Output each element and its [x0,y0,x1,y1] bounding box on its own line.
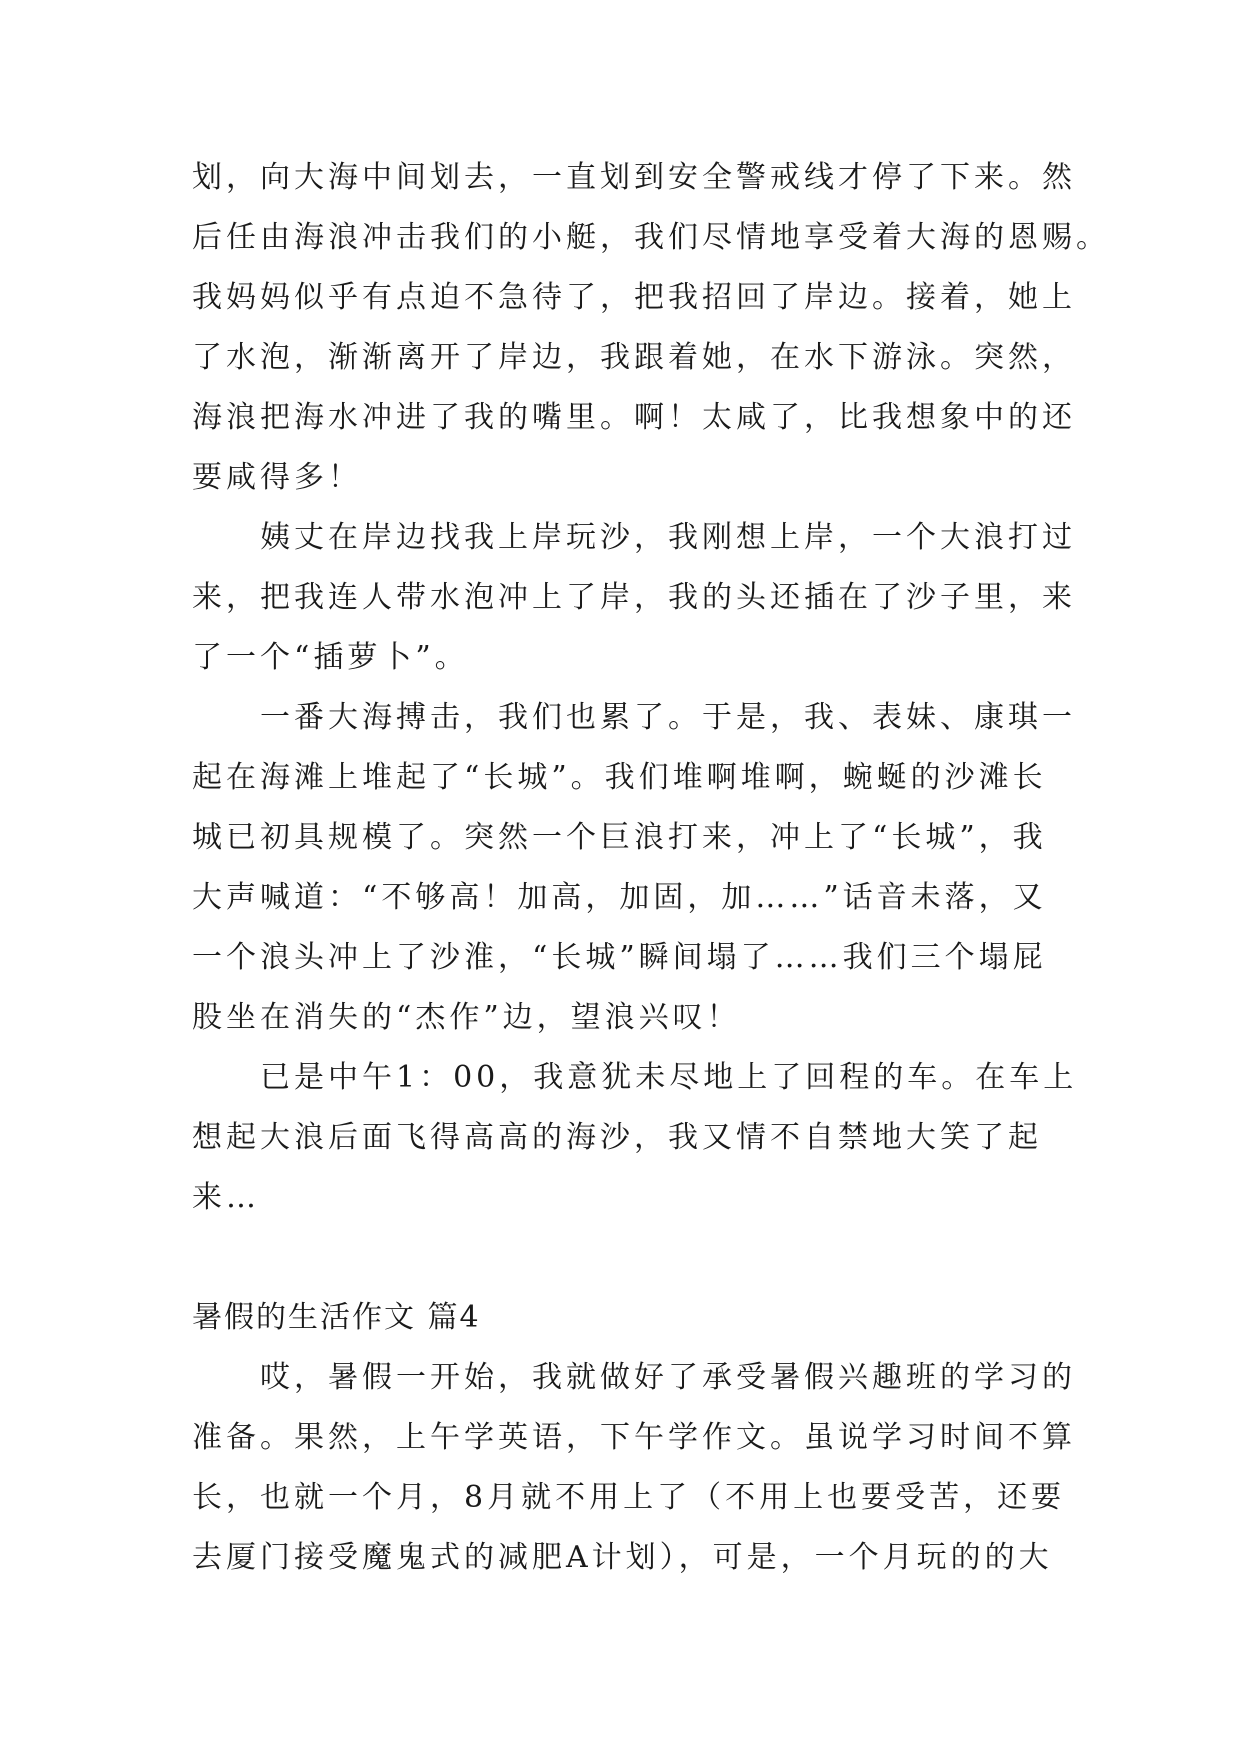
text-line: 姨丈在岸边找我上岸玩沙，我刚想上岸，一个大浪打过 [260,520,1076,555]
text-line: 我妈妈似乎有点迫不急待了，把我招回了岸边。接着，她上 [192,280,1076,315]
text-line: 海浪把海水冲进了我的嘴里。啊！太咸了，比我想象中的还 [192,400,1076,435]
text-line: 已是中午1：00，我意犹未尽地上了回程的车。在车上 [260,1060,1078,1095]
text-line: 来… [192,1180,260,1215]
text-line: 起在海滩上堆起了“长城”。我们堆啊堆啊，蜿蜒的沙滩长 [192,760,1047,795]
paragraph-sea-swimming [192,158,1110,518]
text-line: 城已初具规模了。突然一个巨浪打来，冲上了“长城”，我 [192,820,1047,855]
text-line: 想起大浪后面飞得高高的海沙，我又情不自禁地大笑了起 [192,1120,1042,1155]
text-line: 一个浪头冲上了沙淮，“长城”瞬间塌了……我们三个塌屁 [192,940,1047,975]
text-line: 准备。果然，上午学英语，下午学作文。虽说学习时间不算 [192,1420,1076,1455]
text-line: 后任由海浪冲击我们的小艇，我们尽情地享受着大海的恩赐。 [192,220,1110,255]
text-line: 大声喊道：“不够高！加高，加固，加……”话音未落，又 [192,880,1047,915]
section-spacer [192,1238,1072,1298]
text-line: 哎，暑假一开始，我就做好了承受暑假兴趣班的学习的 [260,1360,1076,1395]
text-line: 去厦门接受魔鬼式的减肥A计划），可是，一个月玩的的大 [192,1540,1053,1575]
text-line: 长，也就一个月，8月就不用上了（不用上也要受苦，还要 [192,1480,1066,1515]
text-line: 划，向大海中间划去，一直划到安全警戒线才停了下来。然 [192,160,1076,195]
document-body [192,158,1110,1598]
text-line: 股坐在消失的“杰作”边，望浪兴叹！ [192,1000,741,1035]
paragraph-sand-play [192,518,1076,698]
section-heading: 暑假的生活作文 篇4 [192,1300,481,1335]
text-line: 来，把我连人带水泡冲上了岸，我的头还插在了沙子里，来 [192,580,1076,615]
paragraph-return-trip [192,1058,1078,1238]
text-line: 了一个“插萝卜”。 [192,640,469,675]
paragraph-great-wall [192,698,1076,1058]
text-line: 一番大海搏击，我们也累了。于是，我、表妹、康琪一 [260,700,1076,735]
text-line: 了水泡，渐渐离开了岸边，我跟着她，在水下游泳。突然， [192,340,1076,375]
text-line: 要咸得多！ [192,460,362,495]
paragraph-summer-classes [192,1358,1076,1598]
